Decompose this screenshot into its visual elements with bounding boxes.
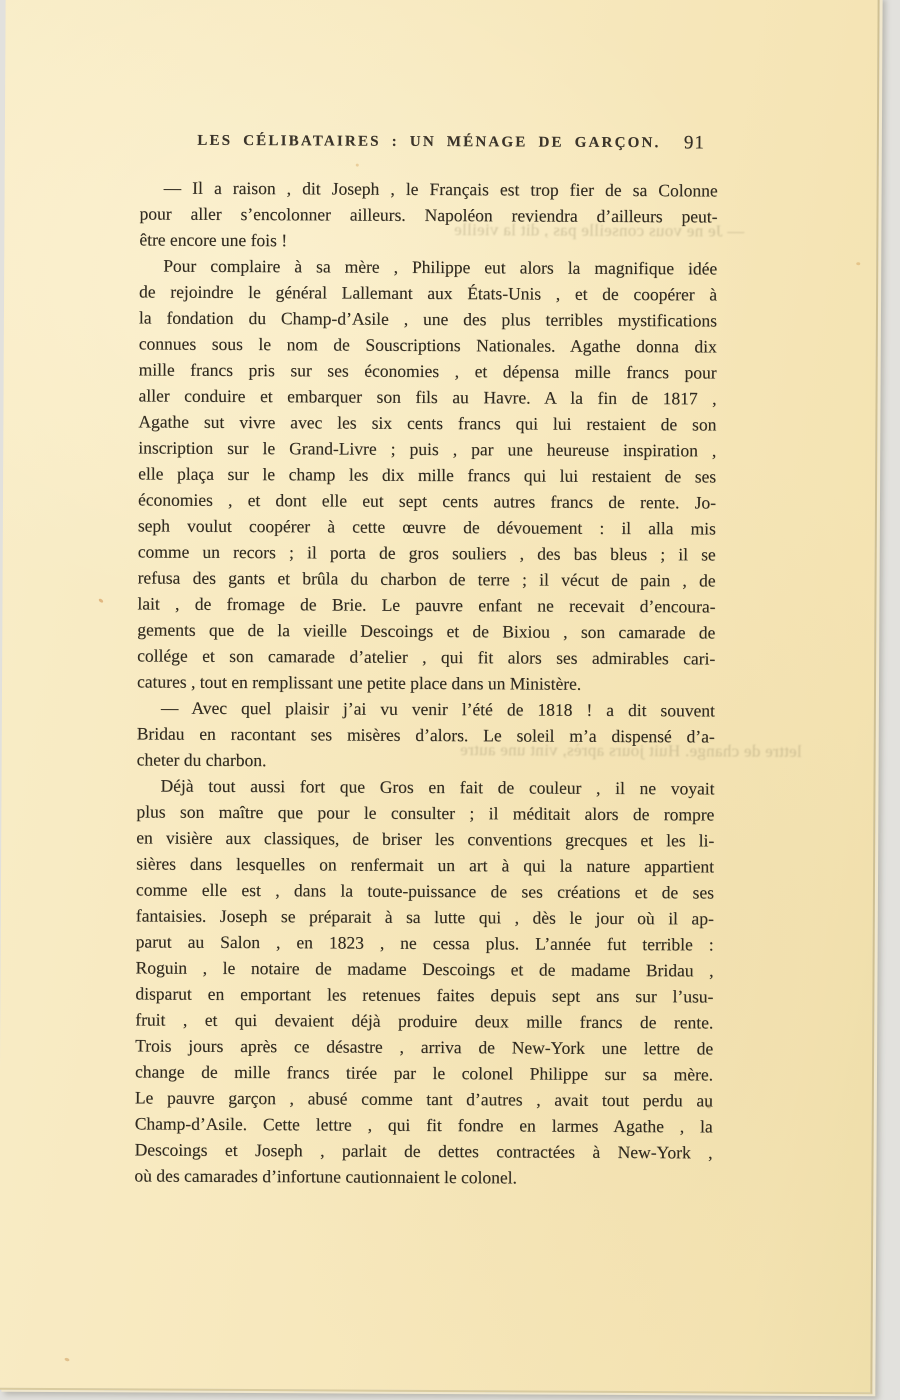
text-line: Pour complaire à sa mère , Philippe eut alors la magnifique idée <box>163 255 718 279</box>
text-line: aller conduire et embarquer son fils au Havre. A la fin de 1817 , <box>138 385 717 409</box>
text-line: Roguin , le notaire de madame Descoings et de madame Bridau , <box>135 957 714 981</box>
text-line: change de mille francs tirée par le colonel Philippe sur sa mère. <box>134 1061 714 1085</box>
text-line: connues sous le nom de Souscriptions Nationales. Agathe donna dix <box>138 333 717 357</box>
running-header-title: LES CÉLIBATAIRES : UN MÉNAGE DE GARÇON. <box>197 132 661 152</box>
text-line: parut au Salon , en 1823 , ne cessa plus. L’année fut terrible : <box>135 931 714 955</box>
text-line: de rejoindre le général Lallemant aux États-Unis , et de coopérer à <box>139 281 718 305</box>
text-line: collége et son camarade d’atelier , qui fit alors ses admirables cari- <box>137 645 716 669</box>
running-header <box>140 131 718 160</box>
text-block <box>134 131 718 1191</box>
text-line: en visière aux classiques, de briser les conventions grecques et les li- <box>136 827 715 851</box>
paragraph <box>134 772 714 1191</box>
text-line: pour aller s’encolonner ailleurs. Napoléon reviendra d’ailleurs peut- <box>139 203 718 227</box>
text-line: lait , de fromage de Brie. Le pauvre enfant ne recevait d’encoura- <box>137 593 716 617</box>
show-through-text: lettre de change. Huit jours après, vint une autre <box>459 740 802 761</box>
show-through-text: — Je ne vous conseille pas , dit la vieille <box>453 220 745 241</box>
ink-speck <box>64 1357 70 1362</box>
text-line: Trois jours après ce désastre , arriva de New-York une lettre de <box>135 1035 714 1059</box>
text-line: — Il a raison , dit Joseph , le Français est trop fier de sa Colonne <box>163 177 718 201</box>
text-line: sières dans lesquelles on renfermait un art à qui la nature appartient <box>136 853 715 877</box>
text-line: Agathe sut vivre avec les six cents francs qui lui restaient de son <box>138 411 717 435</box>
text-line: refusa des gants et brûla du charbon de terre ; il vécut de pain , de <box>137 567 716 591</box>
text-line: Descoings et Joseph , parlait de dettes contractées à New-York , <box>134 1139 713 1163</box>
paragraph <box>137 252 717 697</box>
text-line: Champ-d’Asile. Cette lettre , qui fit fondre en larmes Agathe , la <box>134 1113 713 1137</box>
body-text <box>134 174 717 1191</box>
text-line: fruit , et qui devaient déjà produire deux mille francs de rente. <box>135 1009 714 1033</box>
ink-speck <box>98 598 104 603</box>
text-line: la fondation du Champ-d’Asile , une des plus terribles mystifications <box>138 307 718 331</box>
text-line: catures , tout en remplissant une petite place dans un Ministère. <box>136 671 582 694</box>
text-line: seph voulut coopérer à cette œuvre de dévouement : il alla mis <box>137 515 716 539</box>
text-line: disparut en emportant les retenues faites depuis sept ans sur l’usu- <box>135 983 714 1007</box>
text-line: mille francs pris sur ses économies , et dépensa mille francs pour <box>138 359 717 383</box>
text-line: être encore une fois ! <box>139 229 288 251</box>
text-line: Bridau en racontant ses misères d’alors. Le soleil m’a dispensé d’a- <box>136 723 715 747</box>
text-line: comme elle est , dans la toute-puissance de ses créations et de ses <box>135 879 715 903</box>
text-line: comme un recors ; il porta de gros souliers , des bas bleus ; il se <box>137 541 716 565</box>
text-line: — Avec quel plaisir j’ai vu venir l’été de 1818 ! a dit souvent <box>160 697 715 721</box>
paragraph <box>139 174 717 255</box>
text-line: plus son maître que pour le consulter ; il méditait alors de rompre <box>136 801 715 825</box>
paragraph <box>137 694 715 775</box>
text-line: gements que de la vieille Descoings et de Bixiou , son camarade de <box>137 619 716 643</box>
text-line: inscription sur le Grand-Livre ; puis , par une heureuse inspiration , <box>138 437 717 461</box>
text-line: cheter du charbon. <box>136 749 267 771</box>
text-line: elle plaça sur le champ les dix mille francs qui lui restaient de ses <box>138 463 717 487</box>
text-line: fantaisies. Joseph se préparait à sa lutte qui , dès le jour où il ap- <box>135 905 714 929</box>
page-number: 91 <box>683 132 705 154</box>
text-line: où des camarades d’infortune cautionnaient le colonel. <box>134 1165 517 1188</box>
ink-speck <box>856 262 860 265</box>
text-line: économies , et dont elle eut sept cents autres francs de rente. Jo- <box>137 489 717 513</box>
text-line: Le pauvre garçon , abusé comme tant d’autres , avait tout perdu au <box>134 1087 713 1111</box>
text-line: Déjà tout aussi fort que Gros en fait de couleur , il ne voyait <box>160 775 715 799</box>
